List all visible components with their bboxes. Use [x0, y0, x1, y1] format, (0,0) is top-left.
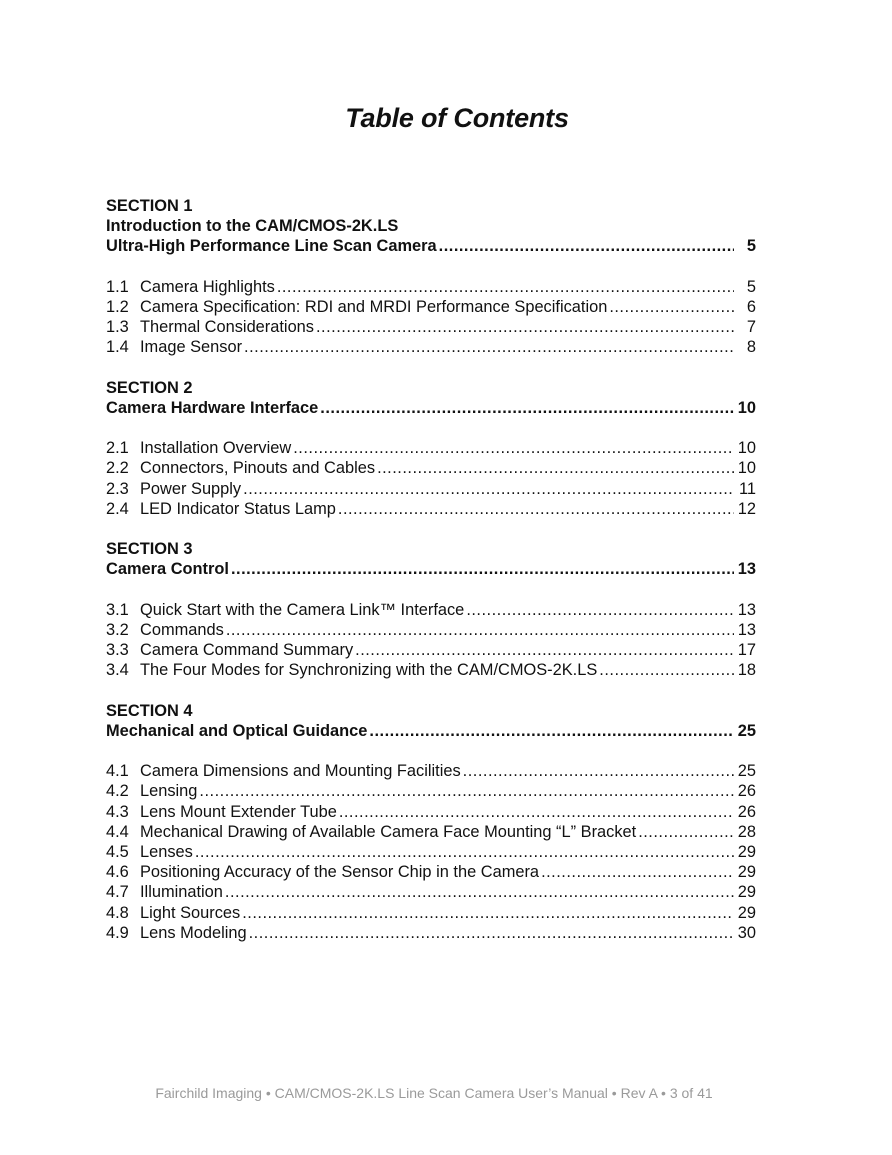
entry-label: Camera Dimensions and Mounting Facilities: [140, 762, 461, 781]
toc-entry[interactable]: [106, 660, 756, 680]
entry-page: 10: [737, 459, 756, 478]
entry-label: Mechanical Drawing of Available Camera Face Mounting “L” Bracket: [140, 822, 637, 841]
entry-number: 4.3: [106, 802, 129, 821]
entry-page: 7: [746, 318, 756, 337]
dot-leader: [609, 297, 734, 317]
toc-entry[interactable]: [106, 337, 756, 357]
entry-page: 26: [737, 782, 756, 801]
dot-leader: [463, 761, 734, 781]
dot-leader: [244, 337, 734, 357]
dot-leader: [225, 882, 734, 902]
entry-label: Quick Start with the Camera Link™ Interface: [140, 600, 465, 619]
entry-label: Mechanical and Optical Guidance: [106, 721, 368, 740]
toc-entry[interactable]: [106, 822, 756, 842]
section-title-entry[interactable]: [106, 559, 756, 579]
entry-number: 1.4: [106, 338, 129, 357]
toc-entry[interactable]: [106, 781, 756, 801]
entry-page: 11: [738, 479, 756, 498]
entry-page: 13: [737, 600, 756, 619]
section-heading: SECTION 1: [106, 197, 193, 215]
entry-number: 4.4: [106, 822, 129, 841]
entry-page: 18: [737, 661, 756, 680]
toc-entry[interactable]: [106, 297, 756, 317]
entry-page: 13: [737, 560, 756, 579]
toc-entry[interactable]: [106, 317, 756, 337]
entry-label: Camera Hardware Interface: [106, 398, 319, 417]
entry-page: 30: [737, 923, 756, 942]
entry-number: 4.9: [106, 923, 129, 942]
toc-entry[interactable]: [106, 802, 756, 822]
dot-leader: [226, 620, 734, 640]
entry-label: Camera Highlights: [140, 277, 275, 296]
toc-entry[interactable]: [106, 438, 756, 458]
entry-number: 4.5: [106, 843, 129, 861]
toc-entry[interactable]: [106, 600, 756, 620]
entry-label: Illumination: [140, 883, 223, 902]
entry-page: 17: [737, 641, 756, 660]
section-heading: SECTION 4: [106, 701, 193, 720]
entry-page: 10: [737, 439, 756, 458]
entry-page: 25: [737, 762, 756, 781]
entry-page: 5: [746, 277, 756, 296]
entry-page: 29: [737, 903, 756, 922]
entry-number: 2.1: [106, 439, 129, 458]
table-of-contents: [106, 196, 756, 943]
dot-leader: [277, 277, 734, 297]
toc-entry[interactable]: [106, 761, 756, 781]
entry-number: 2.4: [106, 499, 129, 518]
toc-entry[interactable]: [106, 903, 756, 923]
entry-page: 29: [737, 843, 756, 861]
dot-leader: [249, 923, 734, 943]
toc-entry[interactable]: [106, 842, 756, 862]
entry-number: 3.1: [106, 600, 129, 619]
toc-entry[interactable]: [106, 479, 756, 499]
dot-leader: [541, 862, 734, 882]
entry-label: LED Indicator Status Lamp: [140, 499, 336, 518]
dot-leader: [599, 660, 734, 680]
section-heading: SECTION 2: [106, 378, 193, 397]
toc-entry[interactable]: [106, 620, 756, 640]
section-heading: SECTION 3: [106, 540, 193, 559]
entry-number: 1.2: [106, 297, 129, 316]
entry-number: 1.1: [106, 277, 129, 296]
toc-entry[interactable]: [106, 882, 756, 902]
entry-page: 12: [737, 499, 756, 518]
dot-leader: [243, 479, 734, 499]
entry-label: Camera Control: [106, 560, 229, 579]
entry-page: 25: [737, 721, 756, 740]
entry-label: Ultra-High Performance Line Scan Camera: [106, 237, 437, 256]
dot-leader: [338, 499, 734, 519]
dot-leader: [377, 458, 734, 478]
entry-label: Commands: [140, 620, 224, 639]
section-title-entry[interactable]: [106, 236, 756, 256]
entry-number: 3.4: [106, 661, 129, 680]
entry-page: 5: [746, 237, 756, 256]
dot-leader: [339, 802, 734, 822]
entry-label: Power Supply: [140, 479, 242, 498]
dot-leader: [231, 559, 734, 579]
entry-label: Image Sensor: [140, 338, 243, 357]
dot-leader: [320, 398, 734, 418]
dot-leader: [195, 842, 734, 862]
entry-page: 6: [746, 297, 756, 316]
toc-entry[interactable]: [106, 862, 756, 882]
entry-label: Lens Modeling: [140, 923, 247, 942]
entry-number: 4.2: [106, 782, 129, 801]
entry-number: 4.6: [106, 863, 129, 882]
entry-number: 2.2: [106, 459, 129, 478]
entry-label: Thermal Considerations: [140, 318, 314, 337]
entry-page: 13: [737, 620, 756, 639]
entry-page: 8: [746, 338, 756, 357]
toc-entry[interactable]: [106, 458, 756, 478]
entry-number: 4.8: [106, 903, 129, 922]
toc-entry[interactable]: [106, 277, 756, 297]
dot-leader: [355, 640, 734, 660]
entry-label: The Four Modes for Synchronizing with the CAM/CMOS-2K.LS: [140, 661, 598, 680]
section-title-entry[interactable]: [106, 721, 756, 741]
section-subtitle: Introduction to the CAM/CMOS-2K.LS: [106, 217, 399, 236]
toc-entry[interactable]: [106, 640, 756, 660]
entry-label: Camera Command Summary: [140, 641, 354, 660]
dot-leader: [369, 721, 734, 741]
dot-leader: [199, 781, 734, 801]
entry-number: 3.2: [106, 620, 129, 639]
entry-number: 2.3: [106, 479, 129, 498]
entry-label: Camera Specification: RDI and MRDI Performance Specification: [140, 297, 608, 316]
entry-number: 3.3: [106, 641, 129, 660]
page-title: Table of Contents: [345, 103, 569, 133]
entry-page: 26: [737, 802, 756, 821]
entry-page: 28: [737, 822, 756, 841]
entry-label: Lens Mount Extender Tube: [140, 802, 337, 821]
entry-label: Lensing: [140, 782, 198, 801]
dot-leader: [439, 236, 734, 256]
entry-label: Lenses: [140, 843, 193, 861]
dot-leader: [316, 317, 734, 337]
entry-number: 4.1: [106, 762, 129, 781]
toc-entry[interactable]: [106, 923, 756, 943]
entry-page: 29: [737, 863, 756, 882]
entry-label: Connectors, Pinouts and Cables: [140, 459, 376, 478]
entry-label: Positioning Accuracy of the Sensor Chip in the Camera: [140, 863, 540, 882]
page-footer: Fairchild Imaging • CAM/CMOS-2K.LS Line Scan Camera User’s Manual • Rev A • 3 of 41: [155, 1085, 713, 1101]
section-title-entry[interactable]: [106, 398, 756, 418]
dot-leader: [293, 438, 734, 458]
entry-label: Installation Overview: [140, 439, 292, 458]
entry-label: Light Sources: [140, 903, 241, 922]
entry-page: 10: [737, 398, 756, 417]
toc-entry[interactable]: [106, 499, 756, 519]
entry-page: 29: [737, 883, 756, 902]
dot-leader: [466, 600, 734, 620]
entry-number: 4.7: [106, 883, 129, 902]
entry-number: 1.3: [106, 318, 129, 337]
dot-leader: [242, 903, 734, 923]
dot-leader: [638, 822, 734, 842]
